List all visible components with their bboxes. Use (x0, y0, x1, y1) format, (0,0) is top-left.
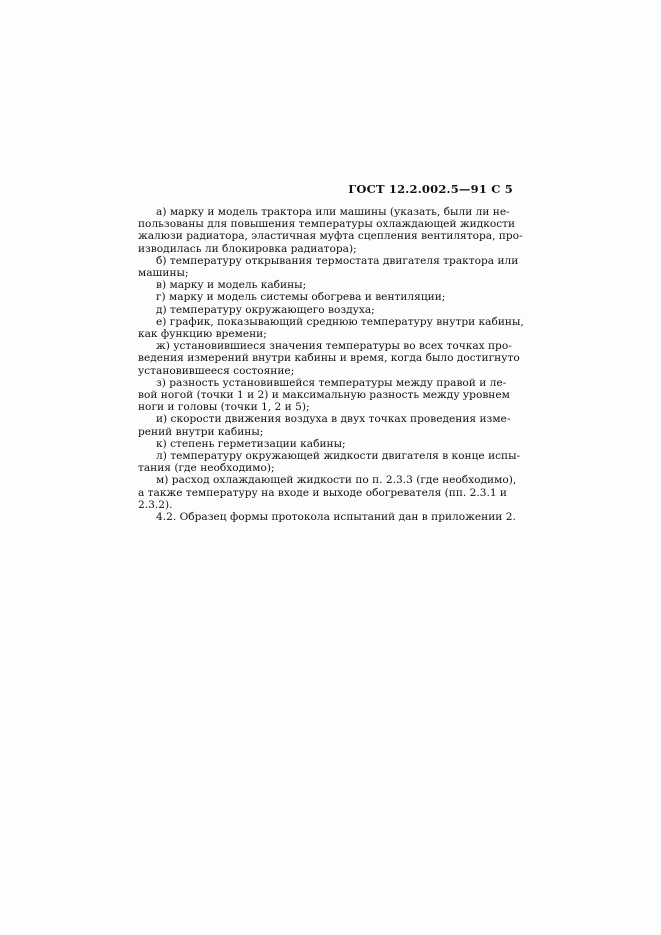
paragraph-e (138, 315, 524, 341)
paragraph-a (138, 206, 523, 255)
text-line: пользованы для повышения температуры охлаждающей жидкости (138, 218, 516, 231)
body-text (138, 206, 524, 524)
page-header: ГОСТ 12.2.002.5—91 С 5 (348, 182, 513, 196)
text-line: 4.2. Образец формы протокола испытаний дан в приложении 2. (156, 511, 516, 524)
text-line: л) температуру окружающей жидкости двигателя в конце испы- (156, 450, 521, 463)
paragraph-4-2 (138, 511, 516, 524)
text-line: машины; (138, 267, 189, 280)
text-line: ноги и головы (точки 1, 2 и 5); (138, 401, 310, 414)
paragraph-b (138, 254, 519, 280)
text-line: и) скорости движения воздуха в двух точках проведения изме- (156, 413, 511, 426)
paragraph-d (138, 304, 509, 316)
text-line: вой ногой (точки 1 и 2) и максимальную разность между уровнем (138, 389, 510, 402)
text-line: как функцию времени; (138, 328, 267, 341)
text-line: рений внутри кабины; (138, 425, 264, 438)
text-line: а) марку и модель трактора или машины (указать, были ли не- (156, 206, 510, 218)
text-line: тания (где необходимо); (138, 462, 275, 475)
text-line: з) разность установившейся температуры между правой и ле- (156, 376, 507, 389)
paragraph-g (138, 291, 509, 303)
text-line: к) степень герметизации кабины; (156, 437, 346, 450)
paragraph-m (138, 474, 517, 511)
paragraph-k (138, 438, 509, 450)
text-line: м) расход охлаждающей жидкости по п. 2.3.3 (где необходимо), (156, 474, 517, 487)
paragraph-i (138, 413, 509, 437)
text-line: г) марку и модель системы обогрева и вентиляции; (156, 291, 446, 304)
text-line: 2.3.2). (138, 498, 173, 511)
text-line: изводилась ли блокировка радиатора); (138, 242, 357, 255)
text-line: д) температуру окружающего воздуха; (156, 303, 375, 316)
text-line: ведения измерений внутри кабины и время, когда было достигнуто (138, 352, 520, 365)
text-line: жалюзи радиатора, эластичная муфта сцепления вентилятора, про- (138, 230, 523, 243)
text-line: в) марку и модель кабины; (156, 279, 307, 292)
text-line: а также температуру на входе и выходе обогревателя (пп. 2.3.1 и (138, 486, 507, 499)
paragraph-v (138, 279, 509, 291)
text-line: установившееся состояние; (138, 364, 295, 377)
text-line: б) температуру открывания термостата двигателя трактора или (156, 254, 519, 267)
text-line: е) график, показывающий среднюю температуру внутри кабины, (156, 315, 524, 328)
paragraph-l (138, 450, 521, 475)
paragraph-zh (138, 340, 520, 377)
paragraph-z (138, 377, 509, 414)
text-line: ж) установившиеся значения температуры во всех точках про- (156, 340, 512, 353)
